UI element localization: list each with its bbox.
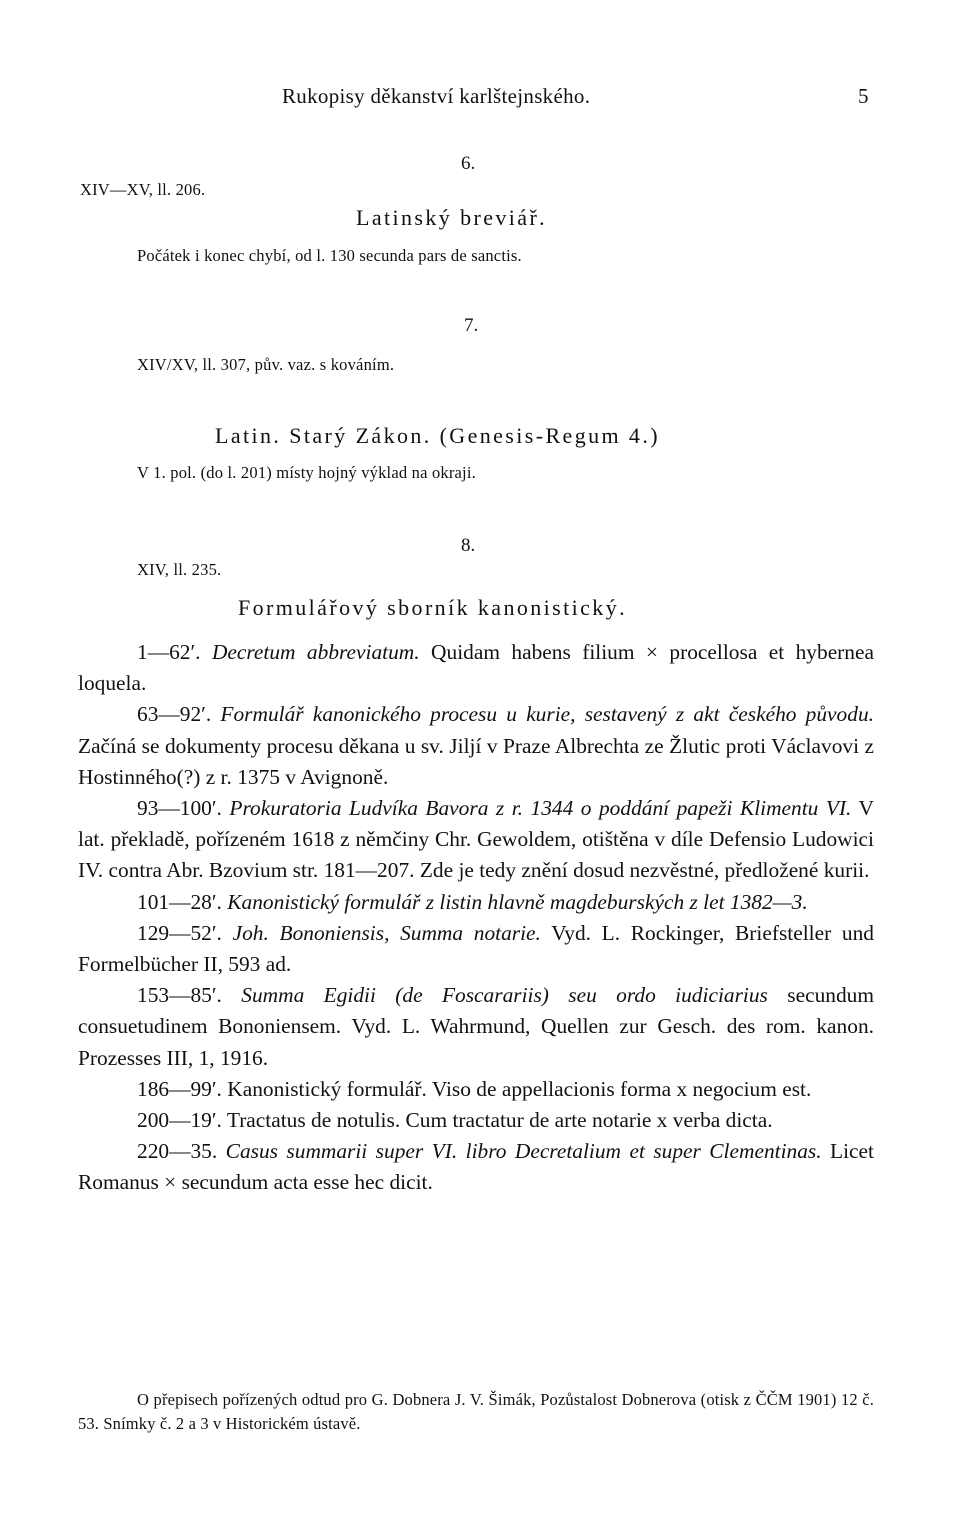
entry-work-title: Summa Egidii (de Foscarariis) seu ordo iudiciarius [241,983,768,1008]
manuscript-number: 6. [461,153,476,174]
entry-text: Začíná se dokumenty procesu děkana u sv. Jiljí v Praze Albrechta ze Žlutic proti Václavovi z Hostinného(?) z r. 1375 v Avignoně. [78,733,874,789]
manuscript-title: Latin. Starý Zákon. (Genesis-Regum 4.) [215,423,660,448]
entry-work-title: Casus summarii super VI. libro Decretalium et super Clementinas. [225,1139,822,1164]
entry-work-title: Joh. Bononiensis, Summa notarie. [232,920,541,945]
manuscript-description: V 1. pol. (do l. 201) místy hojný výklad na okraji. [137,463,476,482]
manuscript-number: 7. [464,315,479,336]
content-entry [78,793,874,887]
running-title: Rukopisy děkanství karlštejnského. [282,84,591,108]
content-entry [78,1105,874,1136]
entry-work-title: Formulář kanonického procesu u kurie, sestavený z akt českého původu. [220,702,874,727]
folio-range: 1—62′. [137,640,201,664]
footnote: O přepisech pořízených odtud pro G. Dobnera J. V. Šimák, Pozůstalost Dobnerova (otisk z ČČM 1901) 12 č. 53. Snímky č. 2 a 3 v Historickém ústavě. [78,1390,874,1433]
content-entry [78,1074,874,1105]
entry-text: secundum consuetudinem Bononiensem. Vyd. L. Wahrmund, Quellen zur Gesch. des rom. kanon. Prozesses III, 1, 1916. [78,983,874,1070]
manuscript-title: Latinský breviář. [356,205,548,230]
folio-range: 93—100′. [137,796,222,821]
manuscript-signature: XIV—XV, ll. 206. [80,180,206,199]
content-entry [78,1136,874,1198]
content-entries [78,637,874,1199]
running-head [0,84,960,114]
entry-text: V lat. překladě, pořízeném 1618 z němčiny Chr. Gewoldem, otištěna v díle Defensio Ludowici IV. contra Abr. Bzovium str. 181—207. Zde je tedy znění dosud nezvěstné, předložené kurii. [78,796,874,883]
folio-range: 129—52′. [137,920,222,945]
manuscript-signature: XIV, ll. 235. [137,560,222,579]
page-number: 5 [858,84,869,108]
entry-work-title: Decretum abbreviatum. [211,640,420,664]
manuscript-signature: XIV/XV, ll. 307, pův. vaz. s kováním. [137,355,395,374]
manuscript-title: Formulářový sborník kanonistický. [238,595,628,620]
entry-text: Tractatus de notulis. Cum tractatur de arte notarie x verba dicta. [226,1108,773,1133]
manuscript-description: Počátek i konec chybí, od l. 130 secunda pars de sanctis. [137,246,522,265]
content-entry [78,980,874,1074]
folio-range: 220—35. [137,1139,218,1164]
manuscript-number: 8. [461,535,476,556]
folio-range: 186—99′. [137,1076,222,1101]
entry-text: Licet Romanus × secundum acta esse hec dicit. [78,1139,874,1195]
entry-text: Vyd. L. Rockinger, Briefsteller und Formelbücher II, 593 ad. [78,920,875,977]
content-entry [78,699,874,793]
entry-work-title: Prokuratoria Ludvíka Bavora z r. 1344 o poddání papeži Klimentu VI. [229,796,852,821]
folio-range: 200—19′. [137,1108,222,1133]
content-entry [78,887,874,918]
content-entry [78,918,874,980]
folio-range: 101—28′. [137,889,222,914]
entry-text: Kanonistický formulář. Viso de appellacionis forma x negocium est. [227,1076,812,1101]
content-entry [78,637,874,699]
folio-range: 63—92′. [137,702,212,727]
folio-range: 153—85′. [137,983,222,1008]
entry-work-title: Kanonistický formulář z listin hlavně magdeburských z let 1382—3. [227,889,808,914]
entry-text: Quidam habens filium × procellosa et hybernea loquela. [78,640,874,696]
